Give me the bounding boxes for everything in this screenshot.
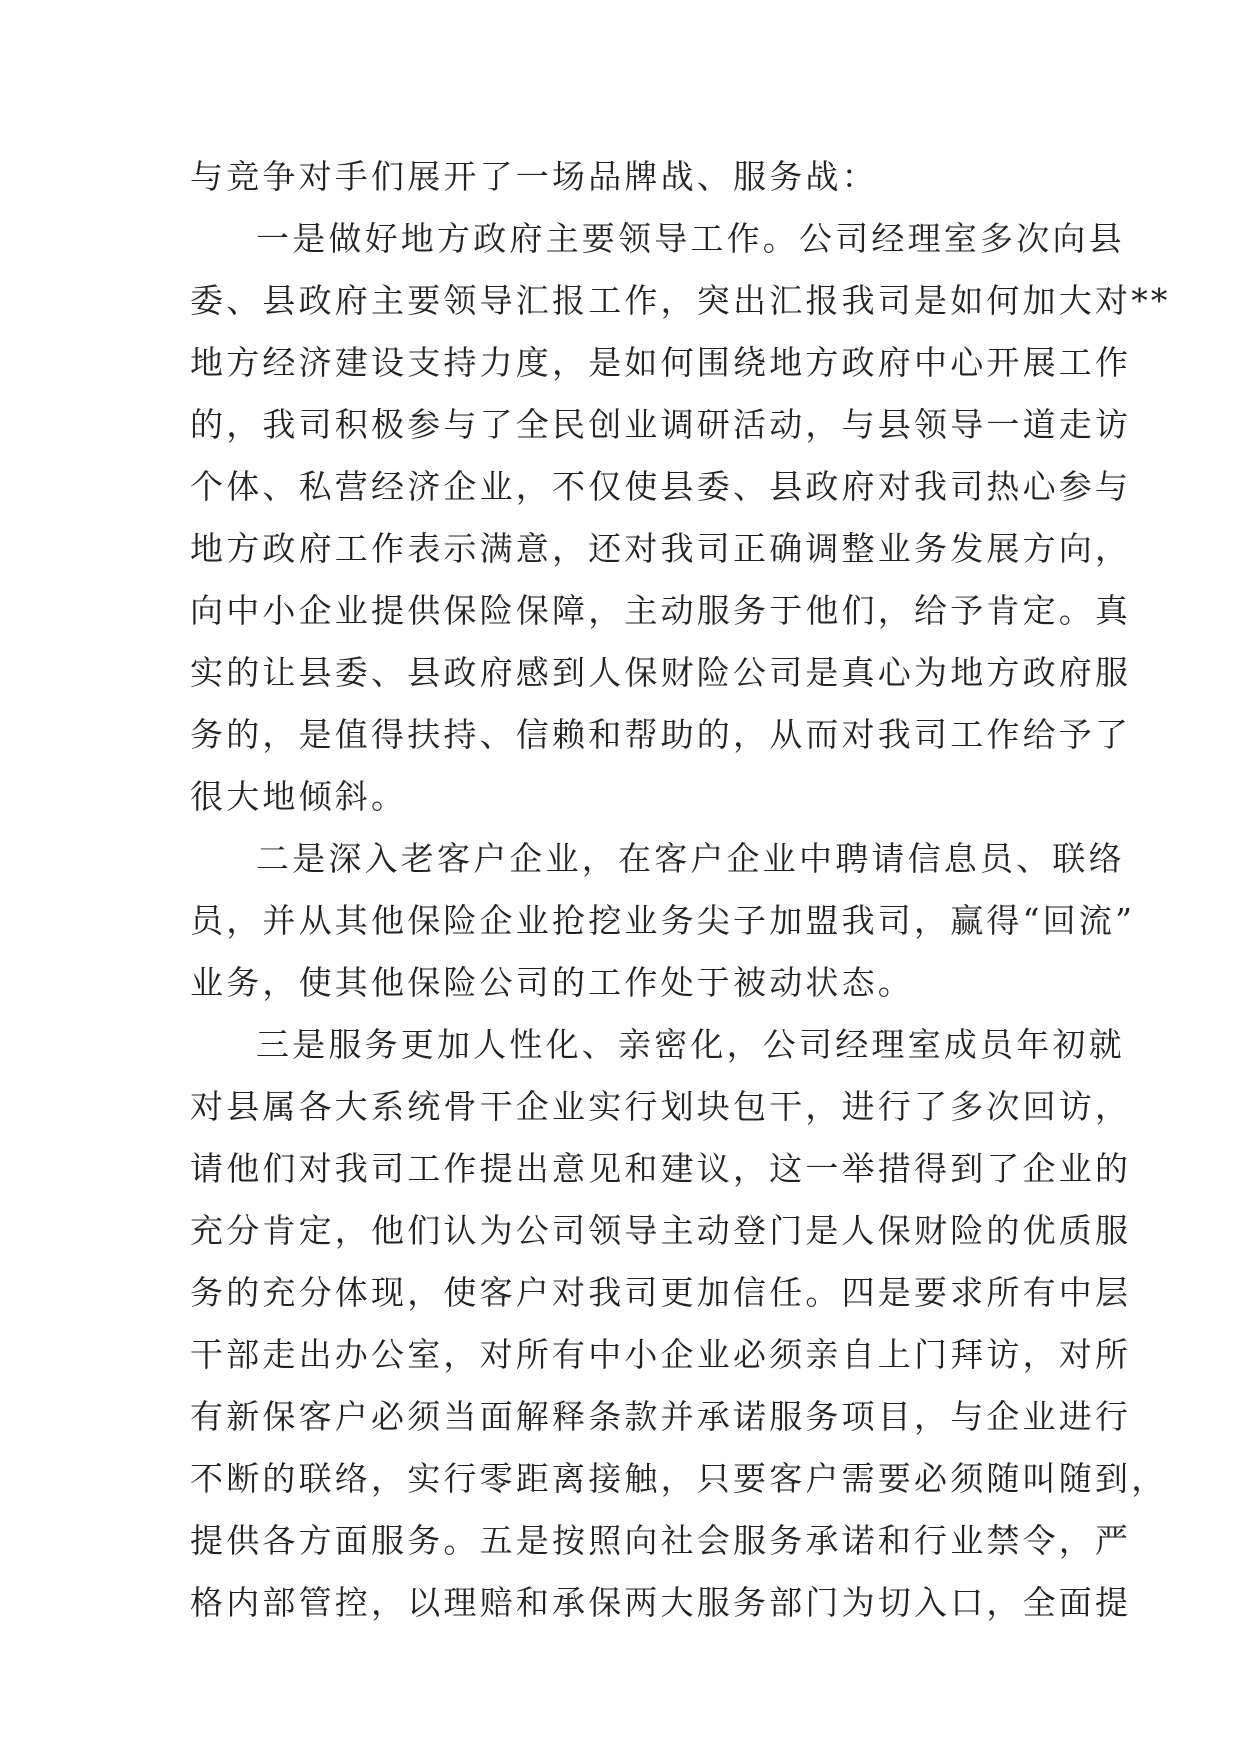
paragraph-start-line: 一是做好地方政府主要领导工作。公司经理室多次向县 (256, 219, 1125, 258)
text-line: 提供各方面服务。五是按照向社会服务承诺和行业禁令，严 (190, 1521, 1132, 1560)
text-line: 充分肯定，他们认为公司领导主动登门是人保财险的优质服 (190, 1211, 1132, 1250)
text-line: 个体、私营经济企业，不仅使县委、县政府对我司热心参与 (190, 467, 1132, 506)
paragraph-start-line: 二是深入老客户企业，在客户企业中聘请信息员、联络 (256, 839, 1125, 878)
text-line: 务的，是值得扶持、信赖和帮助的，从而对我司工作给予了 (190, 715, 1132, 754)
text-line: 实的让县委、县政府感到人保财险公司是真心为地方政府服 (190, 653, 1132, 692)
text-line: 员，并从其他保险企业抢挖业务尖子加盟我司，赢得“回流” (190, 901, 1136, 940)
text-line: 地方经济建设支持力度，是如何围绕地方政府中心开展工作 (190, 343, 1132, 382)
paragraph-start-line: 三是服务更加人性化、亲密化，公司经理室成员年初就 (256, 1025, 1125, 1064)
text-line: 不断的联络，实行零距离接触，只要客户需要必须随叫随到， (190, 1459, 1168, 1498)
text-line: 对县属各大系统骨干企业实行划块包干，进行了多次回访， (190, 1087, 1132, 1126)
text-line: 委、县政府主要领导汇报工作，突出汇报我司是如何加大对** (190, 281, 1171, 320)
text-line: 干部走出办公室，对所有中小企业必须亲自上门拜访，对所 (190, 1335, 1132, 1374)
text-line: 务的充分体现，使客户对我司更加信任。四是要求所有中层 (190, 1273, 1132, 1312)
text-line: 的，我司积极参与了全民创业调研活动，与县领导一道走访 (190, 405, 1132, 444)
text-line: 有新保客户必须当面解释条款并承诺服务项目，与企业进行 (190, 1397, 1132, 1436)
text-line: 与竞争对手们展开了一场品牌战、服务战： (190, 157, 878, 196)
text-line: 很大地倾斜。 (190, 777, 408, 816)
text-line: 业务，使其他保险公司的工作处于被动状态。 (190, 963, 914, 1002)
text-line: 地方政府工作表示满意，还对我司正确调整业务发展方向， (190, 529, 1132, 568)
text-line: 向中小企业提供保险保障，主动服务于他们，给予肯定。真 (190, 591, 1132, 630)
text-line: 请他们对我司工作提出意见和建议，这一举措得到了企业的 (190, 1149, 1132, 1188)
text-line: 格内部管控，以理赔和承保两大服务部门为切入口，全面提 (190, 1583, 1132, 1622)
